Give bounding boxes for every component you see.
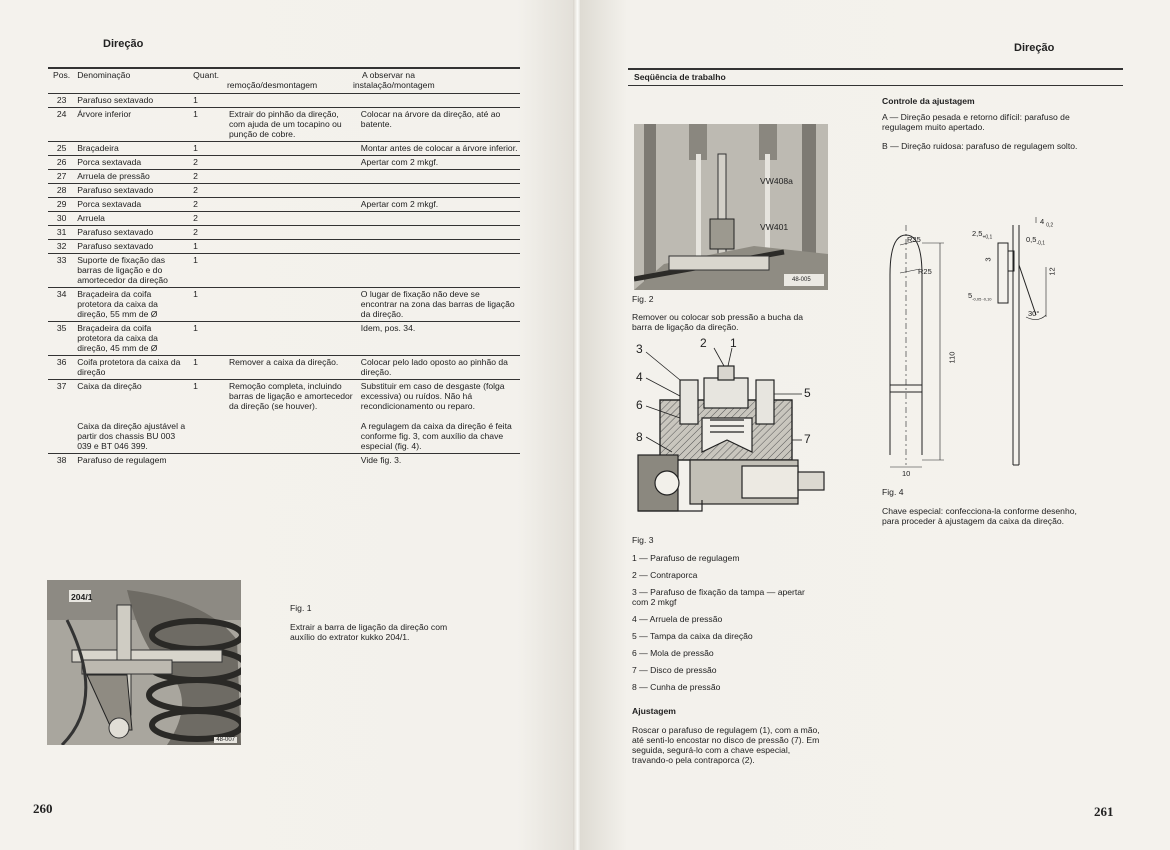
cell-remocao: Remover a caixa da direção. [227,356,359,380]
cell-pos: 26 [48,156,75,170]
cell-pos: 38 [48,454,75,468]
legend-item: 1 — Parafuso de regulagem [632,553,740,563]
cell-denominacao: Porca sextavada [75,156,187,170]
left-page [0,0,575,850]
col-header-remocao: remoção/desmontagem [226,80,318,90]
cell-quant: 1 [187,240,227,254]
cell-remocao [227,254,359,288]
table-row [48,226,520,240]
cell-instalacao [359,240,520,254]
cell-pos: 31 [48,226,75,240]
cell-remocao [227,94,359,108]
fig4-label: Fig. 4 [882,487,904,497]
col-header-pos: Pos. [53,70,71,80]
col-header-instalacao: instalação/montagem [352,80,435,90]
cell-instalacao: Montar antes de colocar a árvore inferior. [359,142,520,156]
table-row [48,454,520,468]
table-row [48,380,520,414]
fig3-drawing [632,336,830,530]
controle-item-a: A — Direção pesada e retorno difícil: parafuso de regulagem muito apertado. [882,112,1070,132]
cell-remocao [227,212,359,226]
cell-pos: 35 [48,322,75,356]
section-rule [628,85,1123,86]
table-header-row [48,68,520,94]
fig4-drawing [876,205,1086,485]
cell-instalacao: Colocar pelo lado oposto ao pinhão da direção. [359,356,520,380]
fig4-caption: Chave especial: confecciona-la conforme desenho, para proceder à ajustagem da caixa da direção. [882,506,1077,526]
cell-remocao [227,226,359,240]
cell-remocao [227,454,359,468]
cell-instalacao [359,170,520,184]
fig2-caption: Remover ou colocar sob pressão a bucha da barra de ligação da direção. [632,312,804,332]
cell-denominacao: Braçadeira da coifa protetora da caixa da direção, 55 mm de Ø [75,288,187,322]
table-row [48,240,520,254]
cell-denominacao: Caixa da direção ajustável a partir dos chassis BU 003 039 e BT 046 399. [77,421,186,451]
fig4-dim-30deg: 30° [1028,309,1040,318]
cell-quant [187,454,227,468]
cell-instalacao: Colocar na árvore da direção, até ao batente. [359,108,520,142]
cell-instalacao: O lugar de fixação não deve se encontrar na zona das barras de ligação da direção. [359,288,520,322]
cell-pos: 27 [48,170,75,184]
cell-remocao [227,198,359,212]
legend-item: 7 — Disco de pressão [632,665,717,675]
fig2-tool-a: VW408a [760,176,793,186]
cell-quant: 1 [187,380,227,414]
cell-pos [48,413,75,454]
cell-denominacao: Arruela de pressão [75,170,187,184]
table-row [48,413,520,454]
cell-pos: 25 [48,142,75,156]
cell-pos: 33 [48,254,75,288]
fig1-label: Fig. 1 [290,603,312,613]
page-number: 261 [1094,804,1114,819]
observar-label: A observar na [361,70,415,80]
table-row [48,356,520,380]
parts-table [48,68,520,467]
legend-item: 6 — Mola de pressão [632,648,714,658]
fig4-dim-12: 12 [1047,267,1057,276]
col-header-quant: Quant. [193,70,219,80]
fig3-callout-5: 5 [804,386,811,400]
cell-denominacao: Porca sextavada [75,198,187,212]
controle-title: Controle da ajustagem [882,96,975,106]
fig1-tool-tag: 204/1 [71,592,93,602]
fig4-dim-4: 4 $_{0,2}$ [1040,217,1054,229]
table-row [48,142,520,156]
page-header: Direção [1014,42,1055,54]
page-number: 260 [33,801,53,816]
cell-denominacao: Caixa da direção [75,380,187,414]
cell-instalacao [359,212,520,226]
cell-pos: 30 [48,212,75,226]
parts-table-body [48,94,520,468]
cell-quant: 2 [187,184,227,198]
cell-pos: 36 [48,356,75,380]
table-row [48,212,520,226]
table-row [48,170,520,184]
fig1-photo-drawing [47,580,241,745]
cell-pos: 34 [48,288,75,322]
fig4-dim-r35: R35 [907,235,921,244]
fig3-callout-8: 8 [636,430,643,444]
cell-instalacao: A regulagem da caixa da direção é feita conforme fig. 3, com auxílio da chave especial (fig. 4). [360,421,512,451]
col-header-observar [227,68,520,94]
cell-remocao [227,170,359,184]
fig3-callout-3: 3 [636,342,643,356]
cell-quant [187,413,227,454]
cell-denominacao: Parafuso sextavado [75,240,187,254]
cell-denominacao: Arruela [75,212,187,226]
fig4-dim-10: 10 [902,469,911,478]
fig2-photo [634,124,828,290]
fig4-dim-r25: R25 [918,267,932,276]
cell-instalacao [359,226,520,240]
cell-denominacao: Suporte de fixação das barras de ligação e do amortecedor da direção [75,254,187,288]
cell-remocao [227,322,359,356]
fig4-dim-5: $5_{-0,05 -0,10}$ [968,291,992,302]
legend-item: 2 — Contraporca [632,570,698,580]
cell-instalacao: Idem, pos. 34. [359,322,520,356]
cell-instalacao [359,94,520,108]
table-row [48,254,520,288]
legend-item: 3 — Parafuso de fixação da tampa — apertar com 2 mkgf [632,587,805,607]
fig3-callout-4: 4 [636,370,643,384]
table-row [48,198,520,212]
cell-pos: 28 [48,184,75,198]
cell-denominacao: Parafuso de regulagem [75,454,187,468]
cell-pos: 24 [48,108,75,142]
cell-remocao [227,413,359,454]
cell-denominacao: Coifa protetora da caixa da direção [75,356,187,380]
ajustagem-title: Ajustagem [632,706,676,716]
cell-remocao: Extrair do pinhão da direção, com ajuda de um tocapino ou punção de cobre. [227,108,359,142]
page-header: Direção [103,38,144,50]
legend-item: 5 — Tampa da caixa da direção [632,631,753,641]
fig2-label: Fig. 2 [632,294,654,304]
fig3-label: Fig. 3 [632,535,654,545]
cell-quant: 2 [187,156,227,170]
fig3-callout-1: 1 [730,336,737,350]
cell-quant: 1 [187,356,227,380]
cell-remocao [227,240,359,254]
fig1-photo-code: 48-007 [216,737,235,743]
legend-item: 4 — Arruela de pressão [632,614,723,624]
table-row [48,322,520,356]
table-row [48,94,520,108]
cell-quant: 2 [187,226,227,240]
cell-denominacao: Parafuso sextavado [75,226,187,240]
fig4-dim-110: 110 [947,351,957,364]
cell-quant: 1 [187,108,227,142]
controle-item-b: B — Direção ruidosa: parafuso de regulagem solto. [882,141,1078,151]
cell-quant: 2 [187,212,227,226]
fig3-legend [632,553,832,699]
cell-pos: 29 [48,198,75,212]
cell-pos: 32 [48,240,75,254]
cell-remocao [227,288,359,322]
fig2-photo-code: 48-005 [792,277,811,283]
cell-pos: 23 [48,94,75,108]
fig2-photo-drawing [634,124,828,290]
cell-denominacao: Braçadeira da coifa protetora da caixa da direção, 45 mm de Ø [75,322,187,356]
cell-denominacao: Parafuso sextavado [75,184,187,198]
cell-quant: 2 [187,170,227,184]
cell-instalacao: Substituir em caso de desgaste (folga excessiva) ou ruídos. Não há recondicionamento ou reparo. [359,380,520,414]
fig3-cross-section [632,340,830,530]
section-title: Seqüência de trabalho [634,72,726,82]
fig4-dim-2-5: $2,5_{+0,1}$ [972,229,993,241]
cell-instalacao [359,254,520,288]
cell-remocao [227,156,359,170]
cell-instalacao [359,184,520,198]
cell-remocao [227,184,359,198]
fig1-photo [47,580,241,745]
table-row [48,156,520,170]
cell-quant: 2 [187,198,227,212]
cell-quant: 1 [187,288,227,322]
cell-denominacao: Parafuso sextavado [75,94,187,108]
cell-instalacao: Vide fig. 3. [359,454,520,468]
legend-item: 8 — Cunha de pressão [632,682,721,692]
section-top-rule [628,68,1123,70]
table-row [48,288,520,322]
col-header-denominacao: Denominação [77,70,131,80]
fig3-callout-7: 7 [804,432,811,446]
table-row [48,108,520,142]
cell-denominacao: Árvore inferior [75,108,187,142]
cell-instalacao: Apertar com 2 mkgf. [359,198,520,212]
cell-quant: 1 [187,322,227,356]
cell-denominacao: Braçadeira [75,142,187,156]
cell-instalacao: Apertar com 2 mkgf. [359,156,520,170]
cell-quant: 1 [187,94,227,108]
ajustagem-text: Roscar o parafuso de regulagem (1), com a mão, até senti-lo encostar no disco de pressão (7). Em seguida, segurá-lo com a chave especial, travando-o pela contraporca (2). [632,725,820,765]
cell-quant: 1 [187,142,227,156]
fig1-caption: Extrair a barra de ligação da direção com auxílio do extrator kukko 204/1. [290,622,448,642]
fig4-special-key [876,205,1086,485]
fig3-callout-6: 6 [636,398,643,412]
cell-pos: 37 [48,380,75,414]
cell-remocao [227,142,359,156]
fig4-dim-0-5: $0,5_{-0,1}$ [1026,235,1046,247]
fig3-callout-2: 2 [700,336,707,350]
fig4-dim-3: 3 [983,257,993,262]
table-row [48,184,520,198]
cell-quant: 1 [187,254,227,288]
fig2-tool-b: VW401 [760,222,789,232]
right-page [580,0,1170,850]
cell-remocao: Remoção completa, incluindo barras de ligação e amortecedor da direção (se houver). [227,380,359,414]
